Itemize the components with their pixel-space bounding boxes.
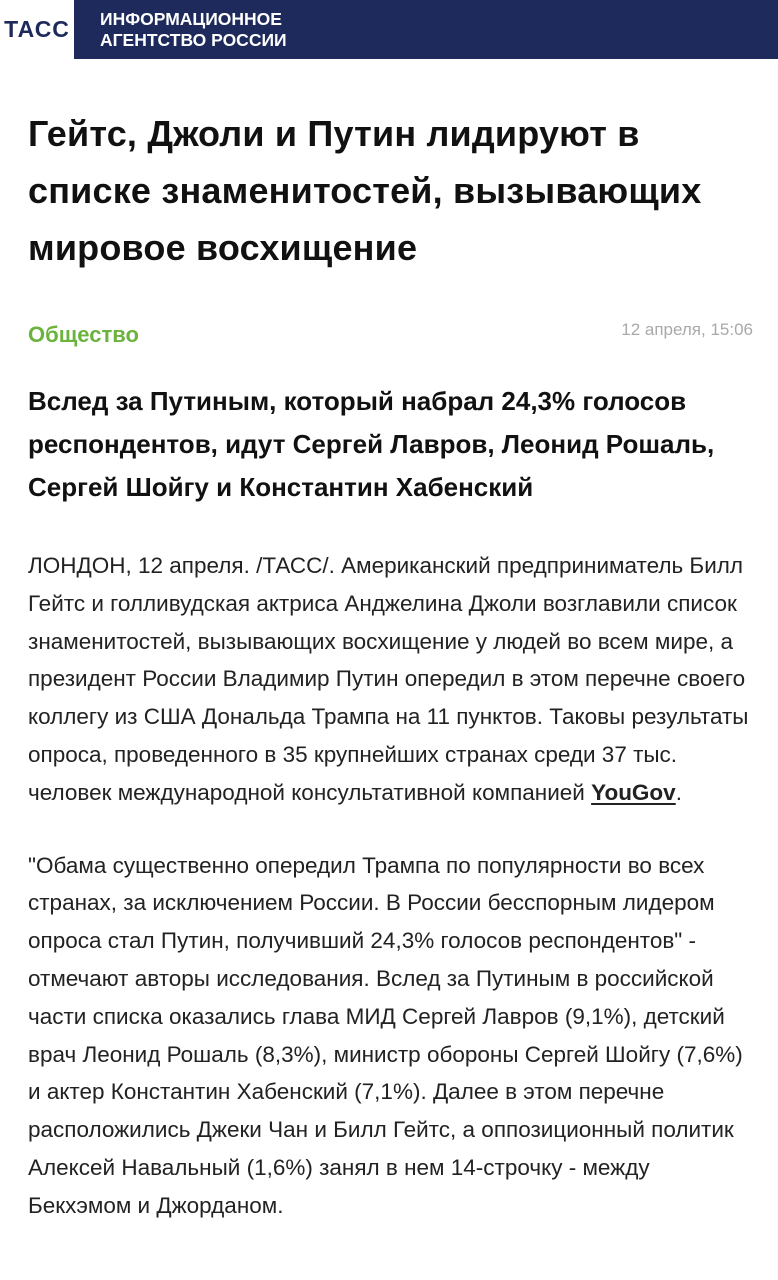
article-lead: Вслед за Путиным, который набрал 24,3% голосов респондентов, идут Сергей Лавров, Леонид Рошаль, Сергей Шойгу и Константин Хабенский	[28, 386, 715, 502]
agency-banner	[74, 0, 778, 59]
yougov-link[interactable]: YouGov	[591, 779, 676, 805]
tass-logo[interactable]	[0, 0, 74, 59]
paragraph-1-text: ЛОНДОН, 12 апреля. /ТАСС/. Американский предприниматель Билл Гейтс и голливудская актриса Анджелина Джоли возглавили список знаменитостей, вызывающих восхищение у людей во всем мире, а президент России Владимир Путин опередил в этом перечне своего коллегу из США Дональда Трампа на 11 пунктов. Таковы результаты опроса, проведенного в 35 крупнейших странах среди 37 тыс. человек международной консультативной компанией	[28, 553, 749, 805]
tass-logo-text: ТАСС	[4, 16, 70, 42]
article-meta	[28, 316, 753, 350]
agency-name-line2: АГЕНТСТВО РОССИИ	[100, 30, 287, 50]
article-headline: Гейтс, Джоли и Путин лидируют в списке знаменитостей, вызывающих мировое восхищение	[28, 113, 702, 268]
site-header	[0, 0, 778, 59]
agency-name	[100, 9, 420, 51]
agency-name-line1: ИНФОРМАЦИОННОЕ	[100, 9, 282, 29]
rubric-link[interactable]: Общество	[28, 322, 139, 347]
article	[28, 105, 753, 1225]
publish-date: 12 апреля, 15:06	[621, 320, 753, 339]
paragraph-1-end: .	[675, 779, 682, 805]
article-paragraph-2: "Обама существенно опередил Трампа по популярности во всех странах, за исключением России. В России бесспорным лидером опроса стал Путин, получивший 24,3% голосов респондентов" - отмечают авторы исследования. Вслед за Путиным в российской части списка оказались глава МИД Сергей Лавров (9,1%), детский врач Леонид Рошаль (8,3%), министр обороны Сергей Шойгу (7,6%) и актер Константин Хабенский (7,1%). Далее в этом перечне расположились Джеки Чан и Билл Гейтс, а оппозиционный политик Алексей Навальный (1,6%) занял в нем 14-строчку - между Бекхэмом и Джорданом.	[28, 852, 743, 1218]
article-paragraph-1	[28, 547, 753, 812]
